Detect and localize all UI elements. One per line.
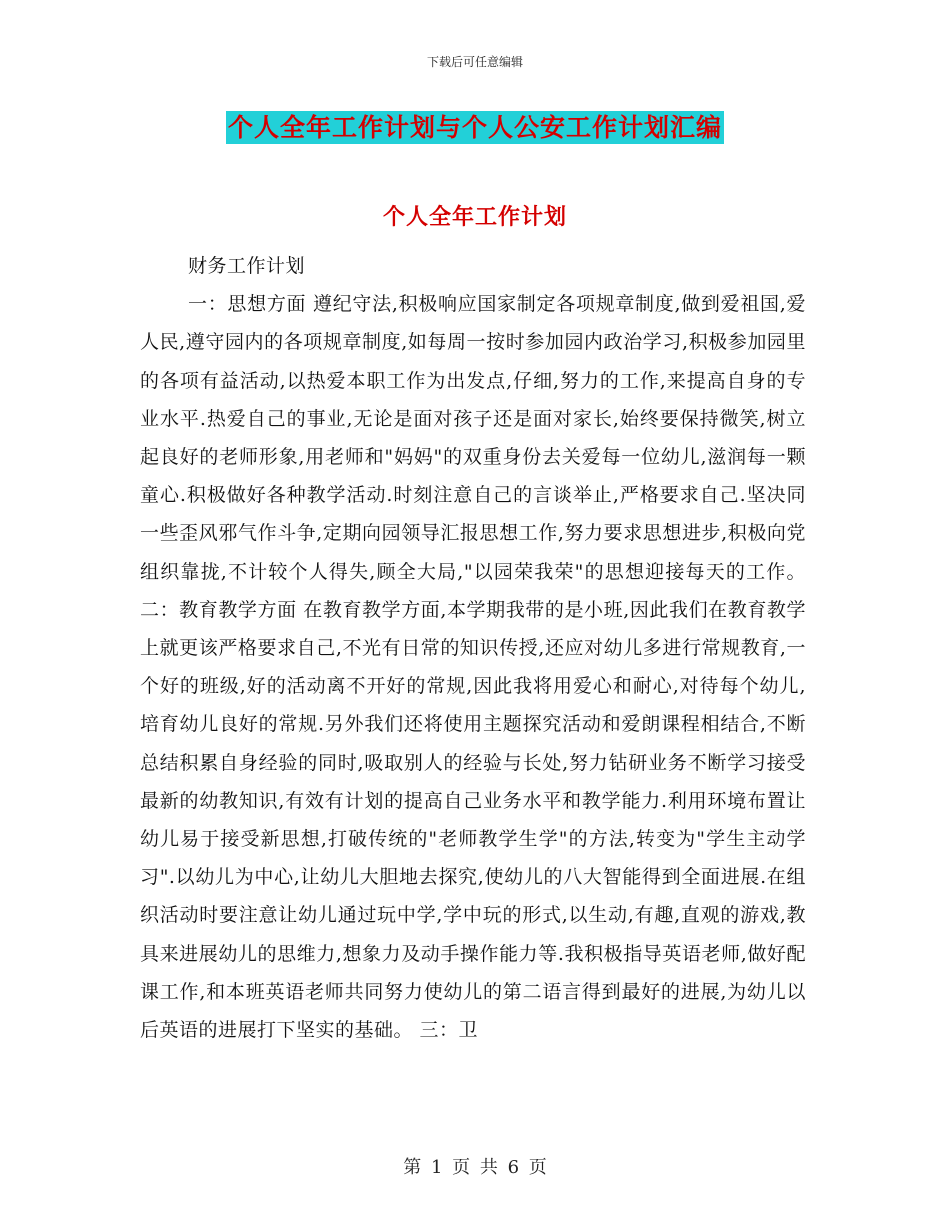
page-number-footer: 第 1 页 共 6 页 [403, 1157, 547, 1178]
section-title: 个人全年工作计划 [382, 204, 567, 230]
paragraph-heading: 财务工作计划 [188, 255, 306, 277]
document-title-text: 个人全年工作计划与个人公安工作计划汇编 [227, 113, 722, 142]
page-header-note: 下载后可任意编辑 [426, 55, 523, 69]
paragraph-body: 一：思想方面 遵纪守法,积极响应国家制定各项规章制度,做到爱祖国,爱人民,遵守园内的各项规章制度,如每周一按时参加园内政治学习,积极参加园里的各项有益活动,以热爱本职工作为出发点,仔细,努力的工作,来提高自身的专业水平.热爱自己的事业,无论是面对孩子还是面对家长,始终要保持微笑,树立起良好的老师形象,用老师和"妈妈"的双重身份去关爱每一位幼儿,滋润每一颗童心.积极做好各种教学活动.时刻注意自己的言谈举止,严格要求自己.坚决同一些歪风邪气作斗争,定期向园领导汇报思想工作,努力要求思想进步,积极向党组织靠拢,不计较个人得失,顾全大局,"以园荣我荣"的思想迎接每天的工作。二：教育教学方面 在教育教学方面,本学期我带的是小班,因此我们在教育教学上就更该严格要求自己,不光有日常的知识传授,还应对幼儿多进行常规教育,一个好的班级,好的活动离不开好的常规,因此我将用爱心和耐心,对待每个幼儿,培育幼儿良好的常规.另外我们还将使用主题探究活动和爱朗课程相结合,不断总结积累自身经验的同时,吸取别人的经验与长处,努力钻研业务不断学习接受最新的幼教知识,有效有计划的提高自己业务水平和教学能力.利用环境布置让幼儿易于接受新思想,打破传统的"老师教学生学"的方法,转变为"学生主动学习".以幼儿为中心,让幼儿大胆地去探究,使幼儿的八大智能得到全面进展.在组织活动时要注意让幼儿通过玩中学,学中玩的形式,以生动,有趣,直观的游戏,教具来进展幼儿的思维力,想象力及动手操作能力等.我积极指导英语老师,做好配课工作,和本班英语老师共同努力使幼儿的第二语言得到最好的进展,为幼儿以后英语的进展打下坚实的基础。 三：卫 [140, 293, 806, 1042]
document-body [140, 247, 806, 1049]
document-title [0, 108, 950, 144]
